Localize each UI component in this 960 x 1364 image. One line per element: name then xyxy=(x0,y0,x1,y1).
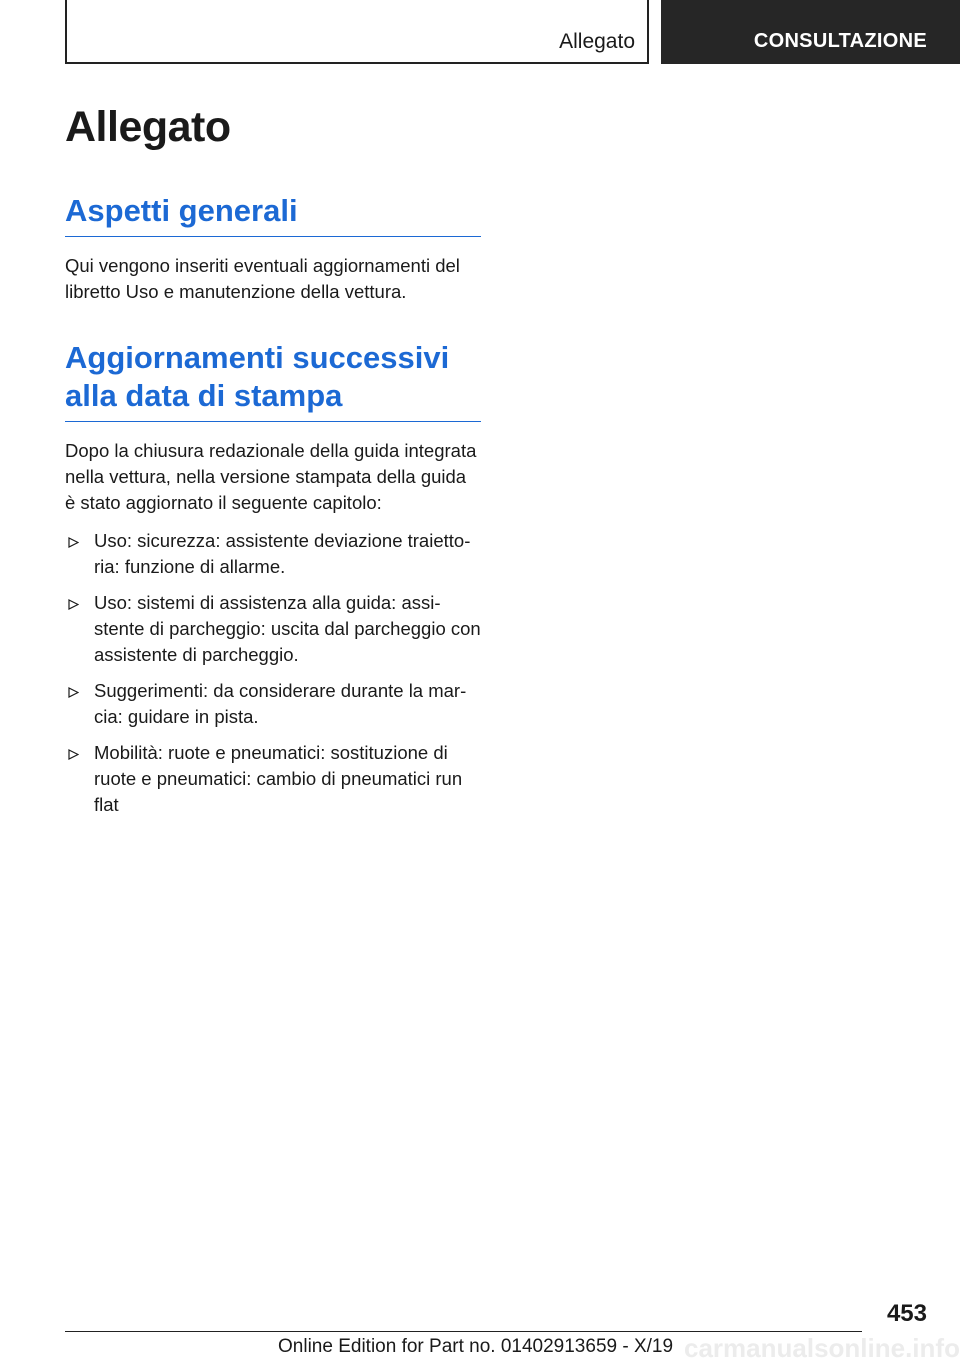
running-header-section-label: Allegato xyxy=(559,30,635,53)
section-title-aggiornamenti xyxy=(65,339,481,422)
list-item xyxy=(65,528,481,580)
footer-edition-text: Online Edition for Part no. 01402913659 - X/19 xyxy=(278,1336,674,1357)
list-item-text: Uso: sicurezza: assistente deviazione traiettoria: funzione di allarme. xyxy=(94,530,471,577)
watermark: carmanualsonline.info xyxy=(684,1333,960,1363)
main-content xyxy=(65,100,481,828)
list-item-text: Uso: sistemi di assistenza alla guida: assistente di parcheggio: uscita dal parcheggio con assistente di parcheggio. xyxy=(94,592,481,665)
triangle-bullet-icon xyxy=(68,687,79,698)
triangle-bullet-icon xyxy=(68,537,79,548)
page-title: Allegato xyxy=(65,103,231,151)
list-item xyxy=(65,678,481,730)
running-header-chapter-tab xyxy=(661,0,960,64)
running-header-section xyxy=(65,0,649,64)
section-paragraph: Qui vengono inseriti eventuali aggiornamenti del libretto Uso e manutenzione della vettura. xyxy=(65,255,460,302)
page-number: 453 xyxy=(886,1300,927,1327)
list-item-text: Suggerimenti: da considerare durante la marcia: guidare in pista. xyxy=(94,680,467,727)
section-title-line: Aggiornamenti successivi xyxy=(65,340,450,375)
list-item xyxy=(65,590,481,668)
triangle-bullet-icon xyxy=(68,749,79,760)
update-list xyxy=(65,528,481,818)
list-item xyxy=(65,740,481,818)
footer-divider xyxy=(65,1331,862,1332)
section-title-line: alla data di stampa xyxy=(65,378,343,413)
triangle-bullet-icon xyxy=(68,599,79,610)
running-header-chapter-label: CONSULTAZIONE xyxy=(753,30,927,52)
section-paragraph: Dopo la chiusura redazionale della guida integrata nella vettura, nella versione stampata della guida è stato aggiornato il seguente capitolo: xyxy=(65,440,477,513)
list-item-text: Mobilità: ruote e pneumatici: sostituzione di ruote e pneumatici: cambio di pneumatici run flat xyxy=(94,742,463,815)
section-title-aspetti-generali: Aspetti generali xyxy=(65,192,481,237)
